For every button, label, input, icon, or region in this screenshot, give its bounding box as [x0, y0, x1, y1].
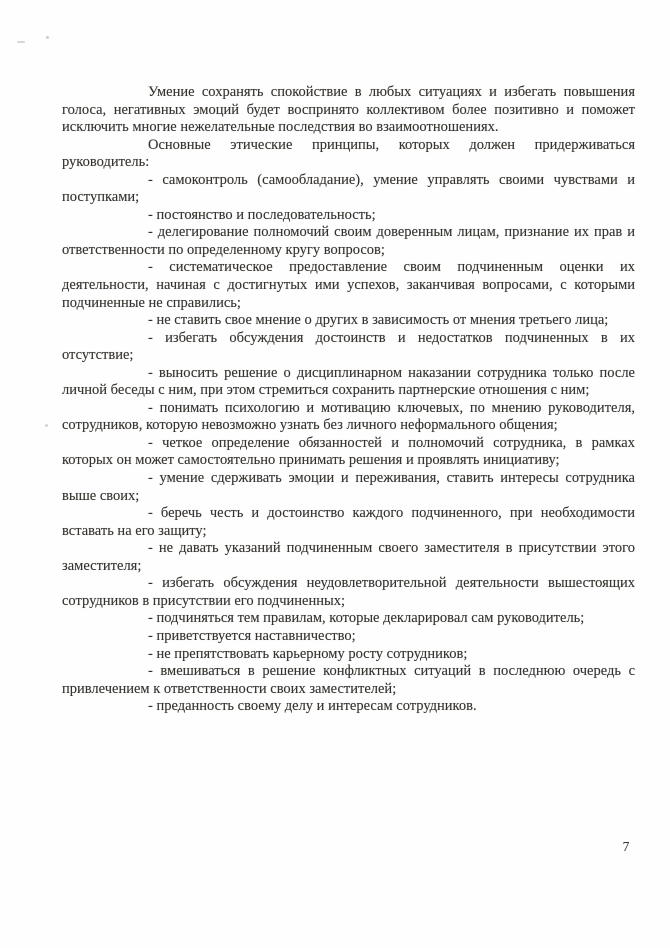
- list-item-paragraph: - самоконтроль (самообладание), умение управлять своими чувствами и поступками;: [62, 171, 635, 206]
- principles-heading-paragraph: Основные этические принципы, которых должен придерживаться руководитель:: [62, 136, 635, 171]
- list-item-paragraph: - постоянство и последовательность;: [148, 206, 376, 223]
- list-item-paragraph: - систематическое предоставление своим подчиненным оценки их деятельности, начиная с достигнутых ими успехов, заканчивая вопросами, с которыми подчиненные не справились;: [62, 259, 635, 311]
- scan-speck: [46, 36, 49, 39]
- list-item-paragraph: - приветствуется наставничество;: [148, 627, 356, 644]
- list-item-paragraph: - не препятствовать карьерному росту сотрудников;: [148, 645, 468, 662]
- text-block: [62, 84, 635, 716]
- list-item-paragraph: - четкое определение обязанностей и полномочий сотрудника, в рамках которых он может самостоятельно принимать решения и проявлять инициативу;: [62, 434, 635, 469]
- list-item-paragraph: - подчиняться тем правилам, которые декларировал сам руководитель;: [148, 610, 585, 627]
- list-item-paragraph: - избегать обсуждения неудовлетворительной деятельности вышестоящих сотрудников в присутствии его подчиненных;: [62, 575, 635, 609]
- list-item-paragraph: - не ставить свое мнение о других в зависимость от мнения третьего лица;: [148, 312, 609, 329]
- list-item-paragraph: - вмешиваться в решение конфликтных ситуаций в последнюю очередь с привлечением к ответственности своих заместителей;: [62, 663, 635, 697]
- list-item-paragraph: - понимать психологию и мотивацию ключевых, по мнению руководителя, сотрудников, которую невозможно узнать без личного неформального общения;: [62, 399, 635, 434]
- scan-speck: [45, 424, 48, 427]
- list-item-paragraph: - беречь честь и достоинство каждого подчиненного, при необходимости вставать на его защиту;: [62, 505, 635, 539]
- list-item-paragraph: - выносить решение о дисциплинарном наказании сотрудника только после личной беседы с ним, при этом стремиться сохранить партнерские отношения с ним;: [62, 364, 635, 399]
- page-number: 7: [622, 839, 630, 854]
- list-item-paragraph: - делегирование полномочий своим доверенным лицам, признание их прав и ответственности по определенному кругу вопросов;: [62, 224, 635, 258]
- list-item-paragraph: - избегать обсуждения достоинств и недостатков подчиненных в их отсутствие;: [62, 329, 635, 364]
- scan-speck: [17, 41, 25, 43]
- list-item-paragraph: - умение сдерживать эмоции и переживания, ставить интересы сотрудника выше своих;: [62, 470, 635, 504]
- list-item-paragraph: - преданность своему делу и интересам сотрудников.: [148, 698, 477, 715]
- intro-paragraph: Умение сохранять спокойствие в любых ситуациях и избегать повышения голоса, негативных эмоций будет воспринято коллективом более позитивно и поможет исключить многие нежелательные последствия во взаимоотношениях.: [62, 84, 635, 136]
- list-item-paragraph: - не давать указаний подчиненным своего заместителя в присутствии этого заместителя;: [62, 540, 635, 574]
